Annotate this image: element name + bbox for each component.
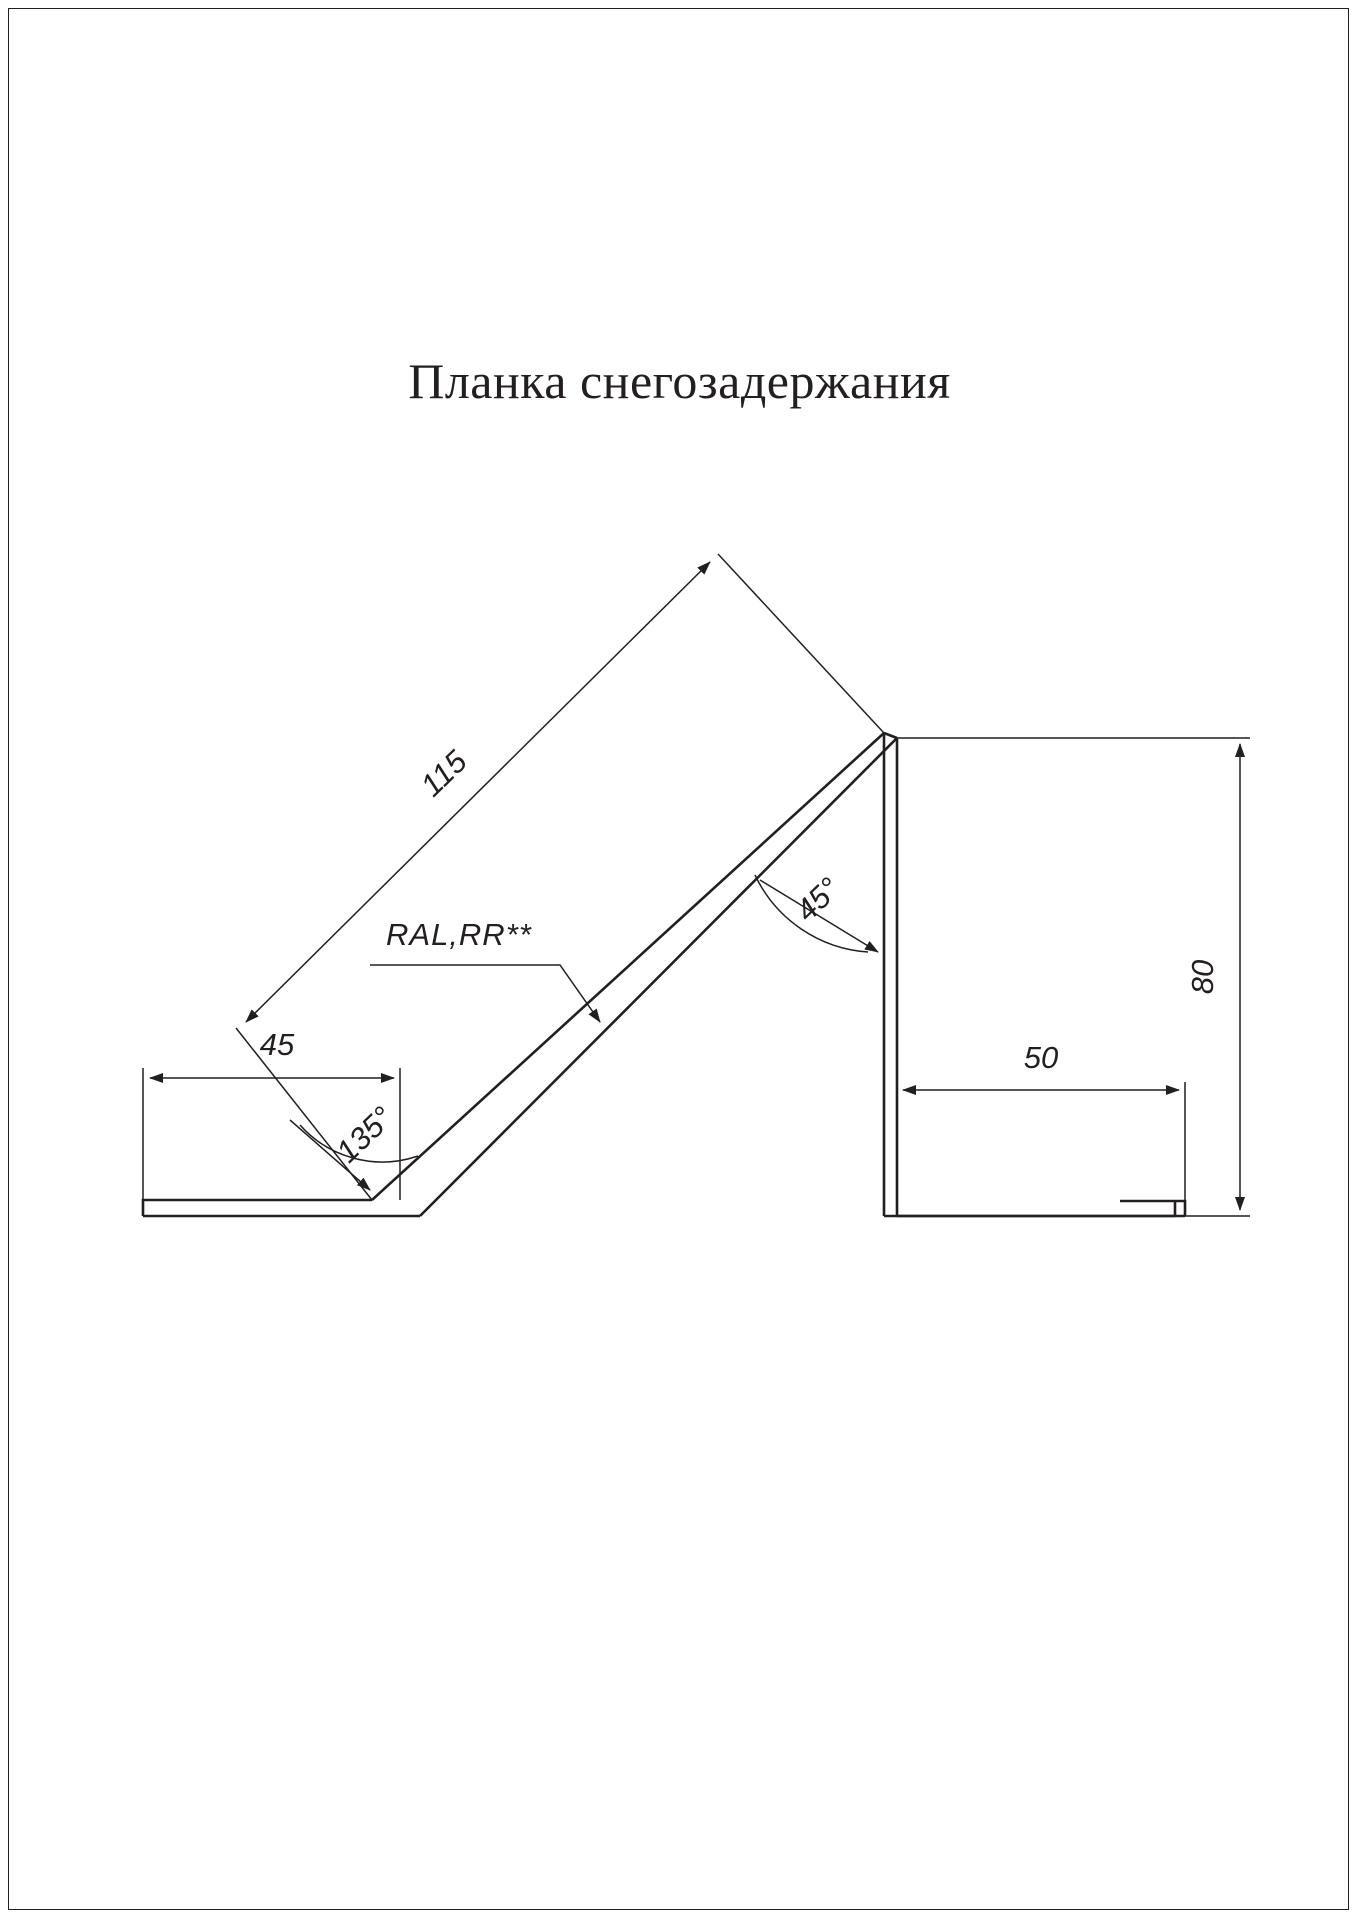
dimension-45-angle-label: 45°	[788, 870, 847, 929]
dimension-135-angle-label: 135°	[329, 1099, 400, 1170]
profile-outline	[143, 733, 1185, 1216]
dimension-80-height	[897, 738, 1250, 1216]
dimension-115	[236, 554, 884, 1200]
dimension-80-height-label: 80	[1185, 959, 1220, 995]
dimension-45-angle	[755, 871, 878, 952]
page-title: Планка снегозадержания	[408, 353, 951, 409]
material-label: RAL,RR**	[386, 917, 532, 952]
dimension-45-length-label: 45	[259, 1027, 295, 1062]
dimension-50-length-label: 50	[1023, 1040, 1059, 1075]
dimension-115-label: 115	[413, 743, 474, 804]
dimension-50-length	[897, 1040, 1185, 1216]
material-leader	[370, 917, 600, 1022]
dimension-135-angle	[290, 1100, 418, 1200]
